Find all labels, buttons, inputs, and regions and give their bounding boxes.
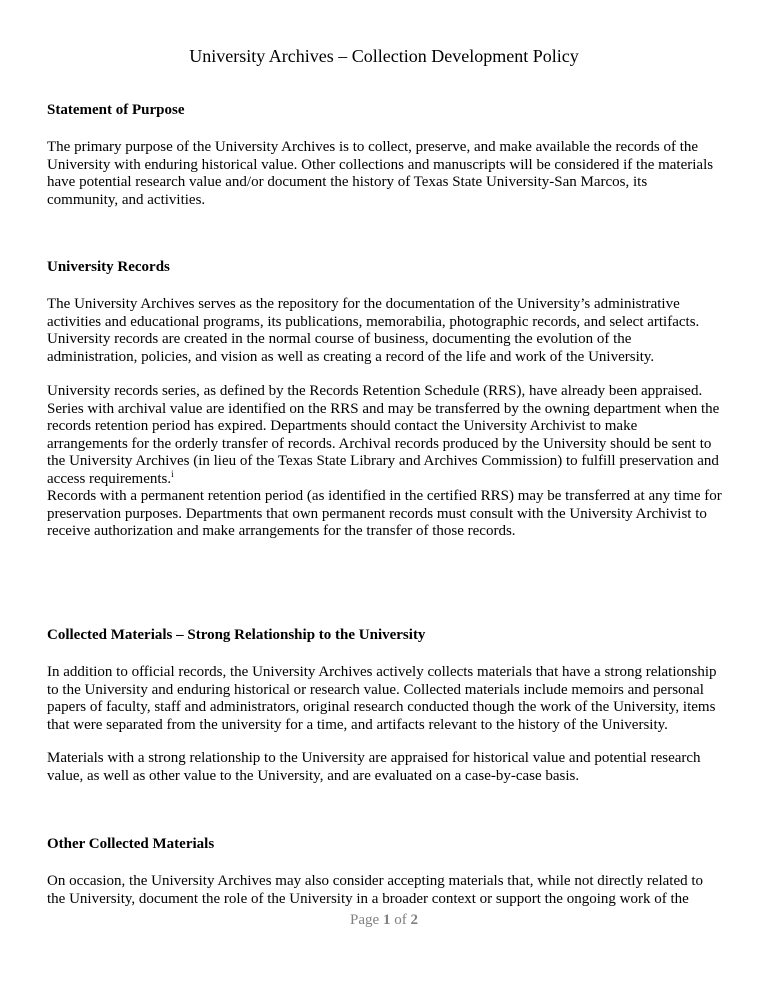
document-title: University Archives – Collection Development Policy [189,46,579,66]
line-text: records retention period has expired. Departments should contact the University Archivist to make [47,418,638,435]
paragraph [47,383,719,489]
section-heading: University Records [47,259,170,275]
text-line [47,383,719,401]
page-footer [0,912,768,929]
line-text: arrangements for the orderly transfer of records. Archival records produced by the University should be sent to [47,435,712,452]
section-heading: Statement of Purpose [47,102,185,118]
paragraph [47,296,699,366]
line-text: value, as well as other value to the University, and are evaluated on a case-by-case basis. [47,767,580,784]
text-line [47,717,717,735]
total-pages: 2 [410,912,418,928]
line-text: activities and educational programs, its publications, memorabilia, photographic records, and select artifacts. [47,313,700,330]
text-line [47,192,713,210]
current-page: 1 [382,912,391,928]
text-line [47,873,703,891]
page-label: Page [350,912,380,928]
line-text: University with enduring historical value. Other collections and manuscripts will be considered if the materials [47,156,714,173]
paragraph [47,664,717,734]
text-line [47,401,719,419]
of-label: of [394,912,407,928]
line-text: Materials with a strong relationship to the University are appraised for historical value and potential research [47,750,701,766]
text-line [47,296,699,314]
text-line [47,418,719,436]
text-line [47,468,719,489]
line-text: On occasion, the University Archives may also consider accepting materials that, while not directly related to [47,873,704,889]
text-line [47,453,719,471]
line-text: community, and activities. [47,191,206,208]
text-line [47,682,717,700]
line-text: papers of faculty, staff and administrators, original research conducted though the work of the University, items [47,699,716,716]
line-text: University records series, as defined by the Records Retention Schedule (RRS), have already been appraised. [47,383,703,399]
line-text: that were separated from the university for a time, and artifacts relevant to the history of the University. [47,716,668,733]
line-text: the University Archives (in lieu of the Texas State Library and Archives Commission) to fulfill preservation and [47,453,719,470]
text-line [47,436,719,454]
line-text: In addition to official records, the University Archives actively collects materials that have a strong relationship [47,664,717,680]
text-line [47,699,717,717]
text-line [47,523,722,541]
line-text: administration, policies, and vision as well as creating a record of the life and work of the University. [47,348,655,365]
footnote-mark[interactable]: i [171,468,174,479]
text-line [47,314,699,332]
paragraph [47,873,703,908]
section-heading: Collected Materials – Strong Relationship to the University [47,627,426,643]
paragraph [47,139,713,209]
text-line [47,139,713,157]
line-text: University records are created in the normal course of business, documenting the evolution of the [47,331,632,348]
section-heading: Other Collected Materials [47,836,215,852]
paragraph [47,750,701,785]
text-line [47,506,722,524]
line-text: Series with archival value are identified on the RRS and may be transferred by the owning department when the [47,400,720,417]
text-line [47,664,717,682]
text-line [47,157,713,175]
text-line [47,349,699,367]
line-text: preservation purposes. Departments that own permanent records must consult with the University Archivist to [47,505,707,522]
text-line [47,488,722,506]
paragraph [47,488,722,541]
text-line [47,750,701,768]
line-text: access requirements. [47,470,172,487]
text-line [47,891,703,909]
text-line [47,768,701,786]
line-text: to the University and enduring historical or research value. Collected materials include memoirs and personal [47,681,704,698]
line-text: have potential research value and/or document the history of Texas State University-San Marcos, its [47,174,648,191]
text-line [47,331,699,349]
line-text: The University Archives serves as the repository for the documentation of the University’s administrative [47,296,680,312]
line-text: the University, document the role of the University in a broader context or support the ongoing work of the [47,890,689,907]
line-text: receive authorization and make arrangements for the transfer of those records. [47,523,516,540]
text-line [47,174,713,192]
line-text: Records with a permanent retention period (as identified in the certified RRS) may be transferred at any time for [47,488,722,504]
line-text: The primary purpose of the University Archives is to collect, preserve, and make available the records of the [47,139,699,155]
